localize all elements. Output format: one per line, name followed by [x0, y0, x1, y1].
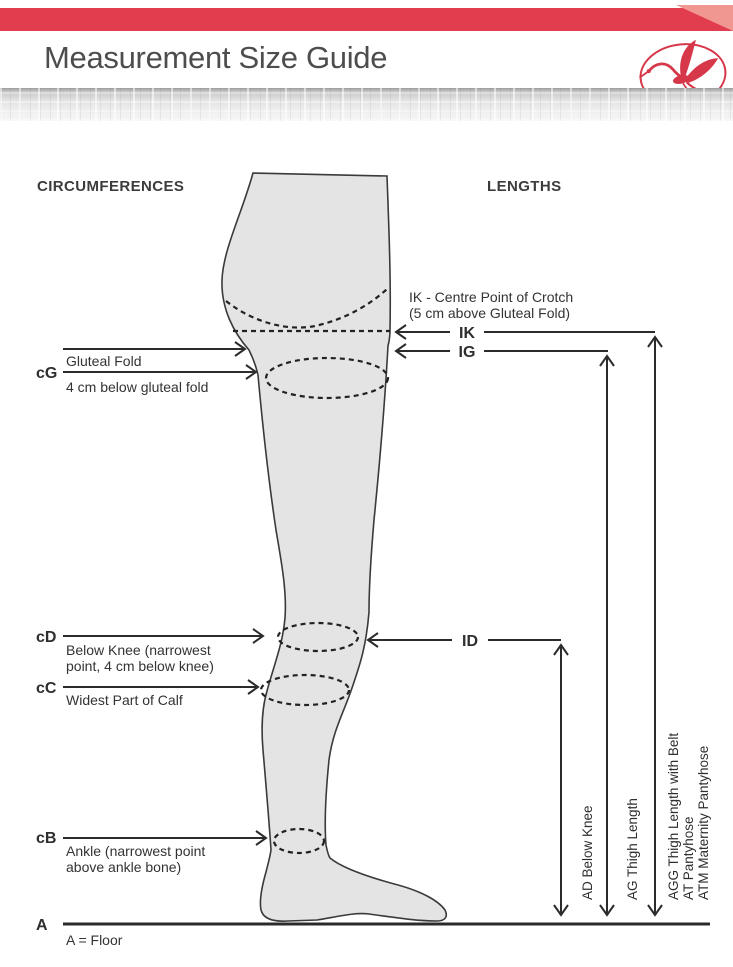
- cg-code: cG: [36, 365, 58, 382]
- ik-note-line2: (5 cm above Gluteal Fold): [409, 305, 571, 321]
- a-code: A: [36, 917, 48, 934]
- gluteal-fold-label: Gluteal Fold: [66, 353, 142, 369]
- length-arrows-horizontal: [368, 325, 655, 647]
- ik-note-line1: IK - Centre Point of Crotch: [409, 289, 574, 305]
- atm-label: ATM Maternity Pantyhose: [696, 745, 711, 900]
- at-label: AT Pantyhose: [681, 816, 696, 900]
- lengths-heading: LENGTHS: [487, 178, 562, 195]
- leg-outline: [222, 173, 446, 921]
- ig-code: IG: [458, 344, 476, 361]
- cd-label-line2: point, 4 cm below knee): [66, 658, 214, 674]
- cg-label: 4 cm below gluteal fold: [66, 379, 209, 395]
- circumferences-heading: CIRCUMFERENCES: [37, 178, 185, 195]
- cc-label: Widest Part of Calf: [66, 692, 183, 708]
- ad-vertical-arrow: [554, 645, 568, 915]
- agg-label: AGG Thigh Length with Belt: [666, 732, 681, 900]
- id-code: ID: [462, 633, 478, 650]
- ik-code: IK: [459, 325, 475, 342]
- cb-label-line1: Ankle (narrowest point: [66, 843, 206, 859]
- cd-label-line1: Below Knee (narrowest: [66, 642, 211, 658]
- cd-arrow: [63, 629, 263, 643]
- cb-code: cB: [36, 830, 57, 847]
- circumference-arrows: [63, 342, 710, 924]
- cd-code: cD: [36, 629, 57, 646]
- page-title: Measurement Size Guide: [44, 40, 388, 75]
- cc-code: cC: [36, 680, 57, 697]
- ik-arrow: [396, 325, 655, 339]
- ag-label: AG Thigh Length: [625, 798, 640, 900]
- ag-vertical-arrow: [600, 356, 614, 915]
- ad-label: AD Below Knee: [580, 805, 595, 900]
- length-arrows-vertical: [554, 337, 662, 915]
- a-floor-label: A = Floor: [66, 932, 123, 948]
- cb-label-line2: above ankle bone): [66, 859, 182, 875]
- leg-figure: [222, 173, 446, 921]
- agg-vertical-arrow: [648, 337, 662, 915]
- ig-arrow: [396, 344, 608, 358]
